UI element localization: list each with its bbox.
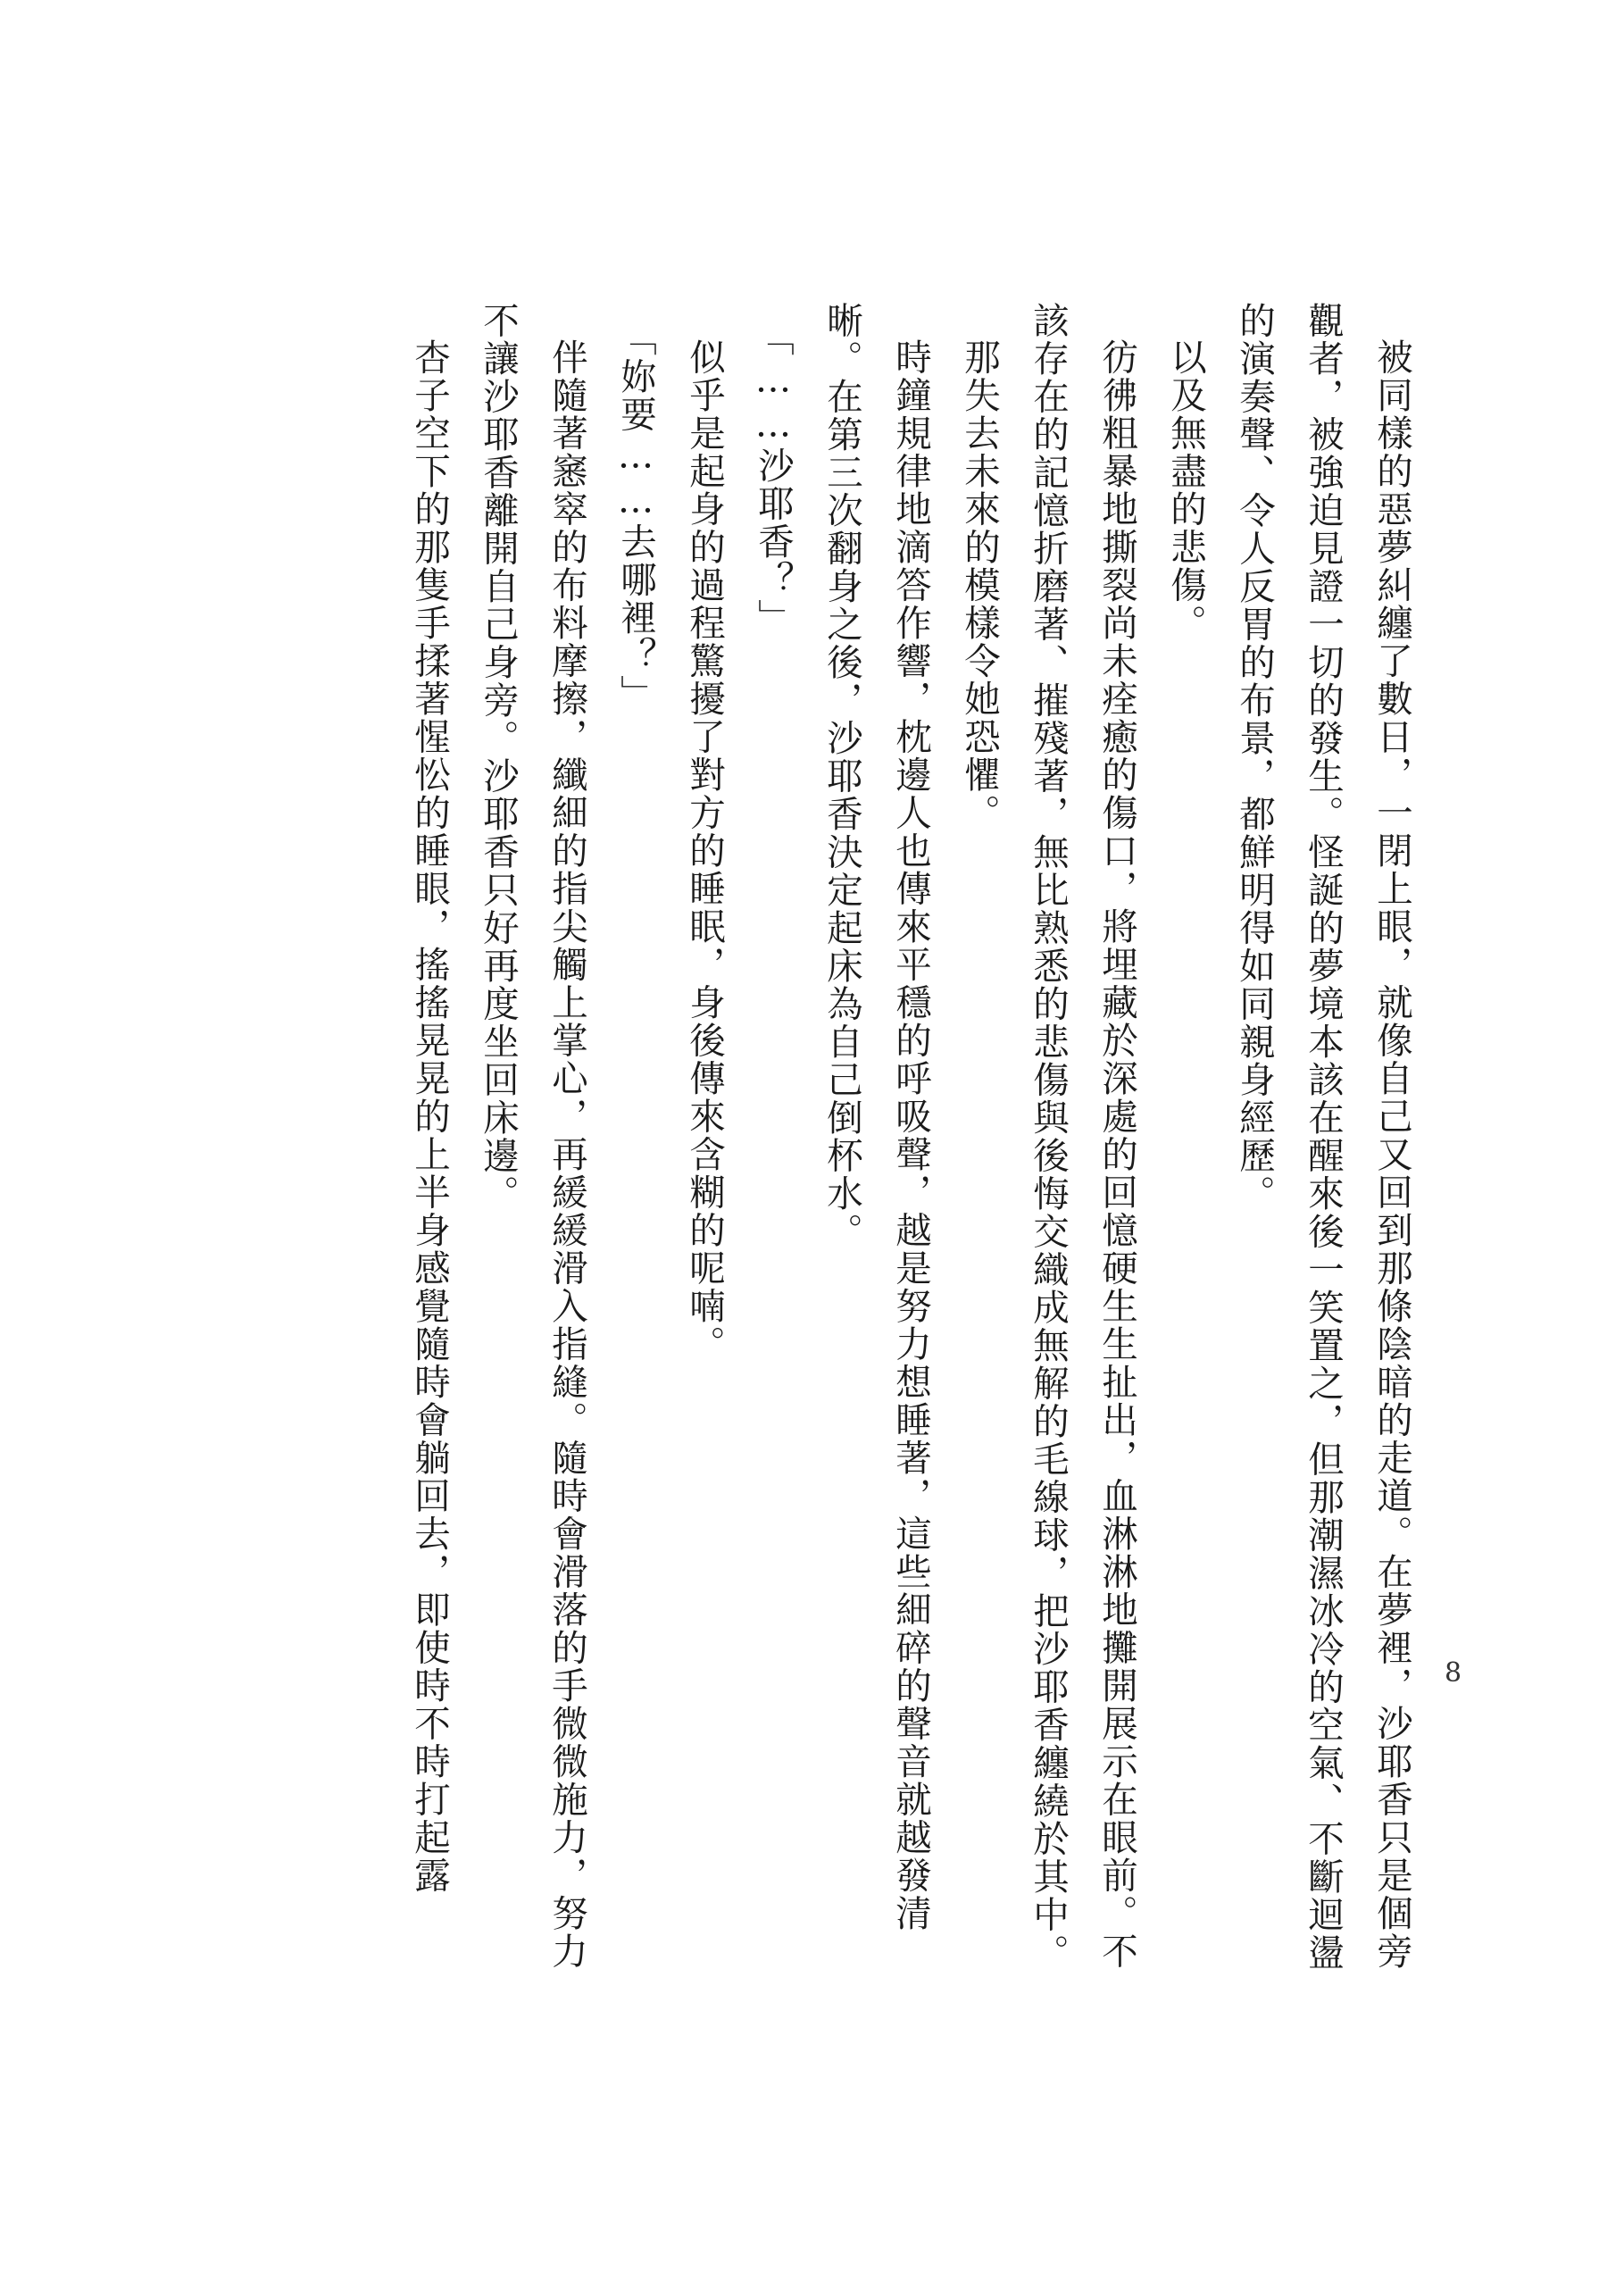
paragraph: 似乎是起身的過程驚擾了對方的睡眠，身後傳來含糊的呢喃。	[683, 338, 726, 1363]
dialogue-line: 「妳要……去哪裡？」	[614, 320, 657, 713]
paragraph: 時鐘規律地滴答作響，枕邊人也傳來平穩的呼吸聲，越是努力想睡著，這些細碎的聲音就越發清晰。在第三次翻身之後，沙耶香決定起床為自己倒杯水。	[820, 302, 932, 1932]
paragraph: 以及無盡的悲傷。	[1164, 338, 1207, 642]
paragraph: 彷彿粗暴地撕裂尚未痊癒的傷口，將埋藏於深處的回憶硬生生扯出，血淋淋地攤開展示在眼前。不該存在的記憶折磨著、摧殘著，無比熟悉的悲傷與後悔交織成無解的毛線球，把沙耶香纏繞於其中。	[1027, 302, 1138, 1972]
page-number: 8	[1445, 1657, 1462, 1689]
paragraph: 伴隨著窸窣的布料摩擦，纖細的指尖觸上掌心，再緩緩滑入指縫。隨時會滑落的手微微施力，努力不讓沙耶香離開自己身旁。沙耶香只好再度坐回床邊。	[477, 302, 588, 1970]
paragraph: 那失去未來的模樣令她恐懼。	[958, 338, 1001, 831]
vertical-text-body	[395, 302, 1426, 1998]
dialogue-line: 「……沙耶香？」	[752, 320, 795, 638]
paragraph: 杏子空下的那隻手揉著惺忪的睡眼，搖搖晃晃的上半身感覺隨時會躺回去，即使時不時打起露	[408, 338, 451, 1894]
paragraph: 被同樣的惡夢糾纏了數日，一閉上眼，就像自己又回到那條陰暗的走道。在夢裡，沙耶香只是個旁觀者，被強迫見證一切的發生。怪誕的夢境本該在醒來後一笑置之，但那潮濕冰冷的空氣、不斷迴盪的演奏聲、令人反胃的布景，都鮮明得如同親身經歷。	[1233, 302, 1413, 1972]
